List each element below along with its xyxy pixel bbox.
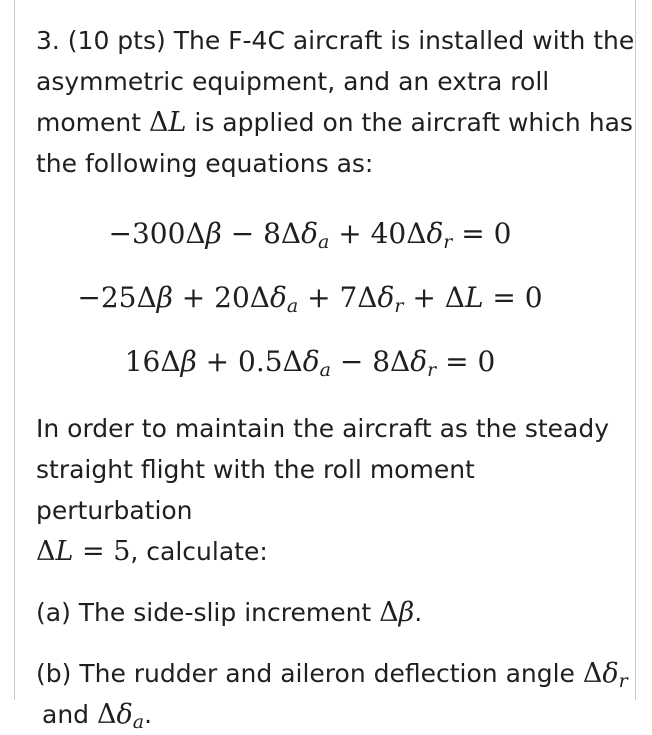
delta-delta-r-symbol: $\Delta\delta_r$ [582, 658, 628, 692]
delta-l-value: ΔL = 5 [36, 536, 131, 567]
equation-3: $16\Delta\beta + 0.5\Delta\delta_a - 8\Delta\delta_r = 0$ [124, 345, 496, 381]
part-b [36, 653, 636, 735]
intro-line-4: the following equations as: [36, 149, 374, 178]
intro-line-2: asymmetric equipment, and an extra roll [36, 67, 550, 96]
middle-line-1: In order to maintain the aircraft as the steady [36, 414, 610, 443]
delta-delta-a-symbol: $\Delta\delta_a$ [97, 699, 145, 733]
equation-1: $-300\Delta\beta - 8\Delta\delta_a + 40\Delta\delta_r = 0$ [108, 217, 512, 253]
delta-l-symbol: ΔL [148, 107, 187, 138]
middle-line-2: straight flight with the roll moment perturbation [36, 455, 475, 525]
middle-line-3: , calculate: [130, 537, 268, 566]
intro-line-3a: moment [36, 108, 142, 137]
part-b-line-2: and [42, 700, 90, 729]
part-b-end: . [144, 700, 153, 729]
intro-line-3b: is applied on the aircraft which has [194, 108, 633, 137]
part-b-text: (b) The rudder and aileron deflection angle [36, 659, 575, 688]
equation-2: $-25\Delta\beta + 20\Delta\delta_a + 7\Delta\delta_r + \Delta L = 0$ [77, 281, 543, 317]
equation-block [36, 202, 636, 394]
part-a-text: (a) The side-slip increment [36, 598, 372, 627]
delta-beta-symbol: Δβ [379, 597, 415, 628]
part-a-end: . [414, 598, 423, 627]
part-a [36, 592, 636, 633]
intro-line-1: 3. (10 pts) The F-4C aircraft is installed with the [36, 26, 635, 55]
problem-content [36, 20, 636, 735]
problem-intro [36, 20, 636, 184]
problem-condition [36, 408, 636, 572]
